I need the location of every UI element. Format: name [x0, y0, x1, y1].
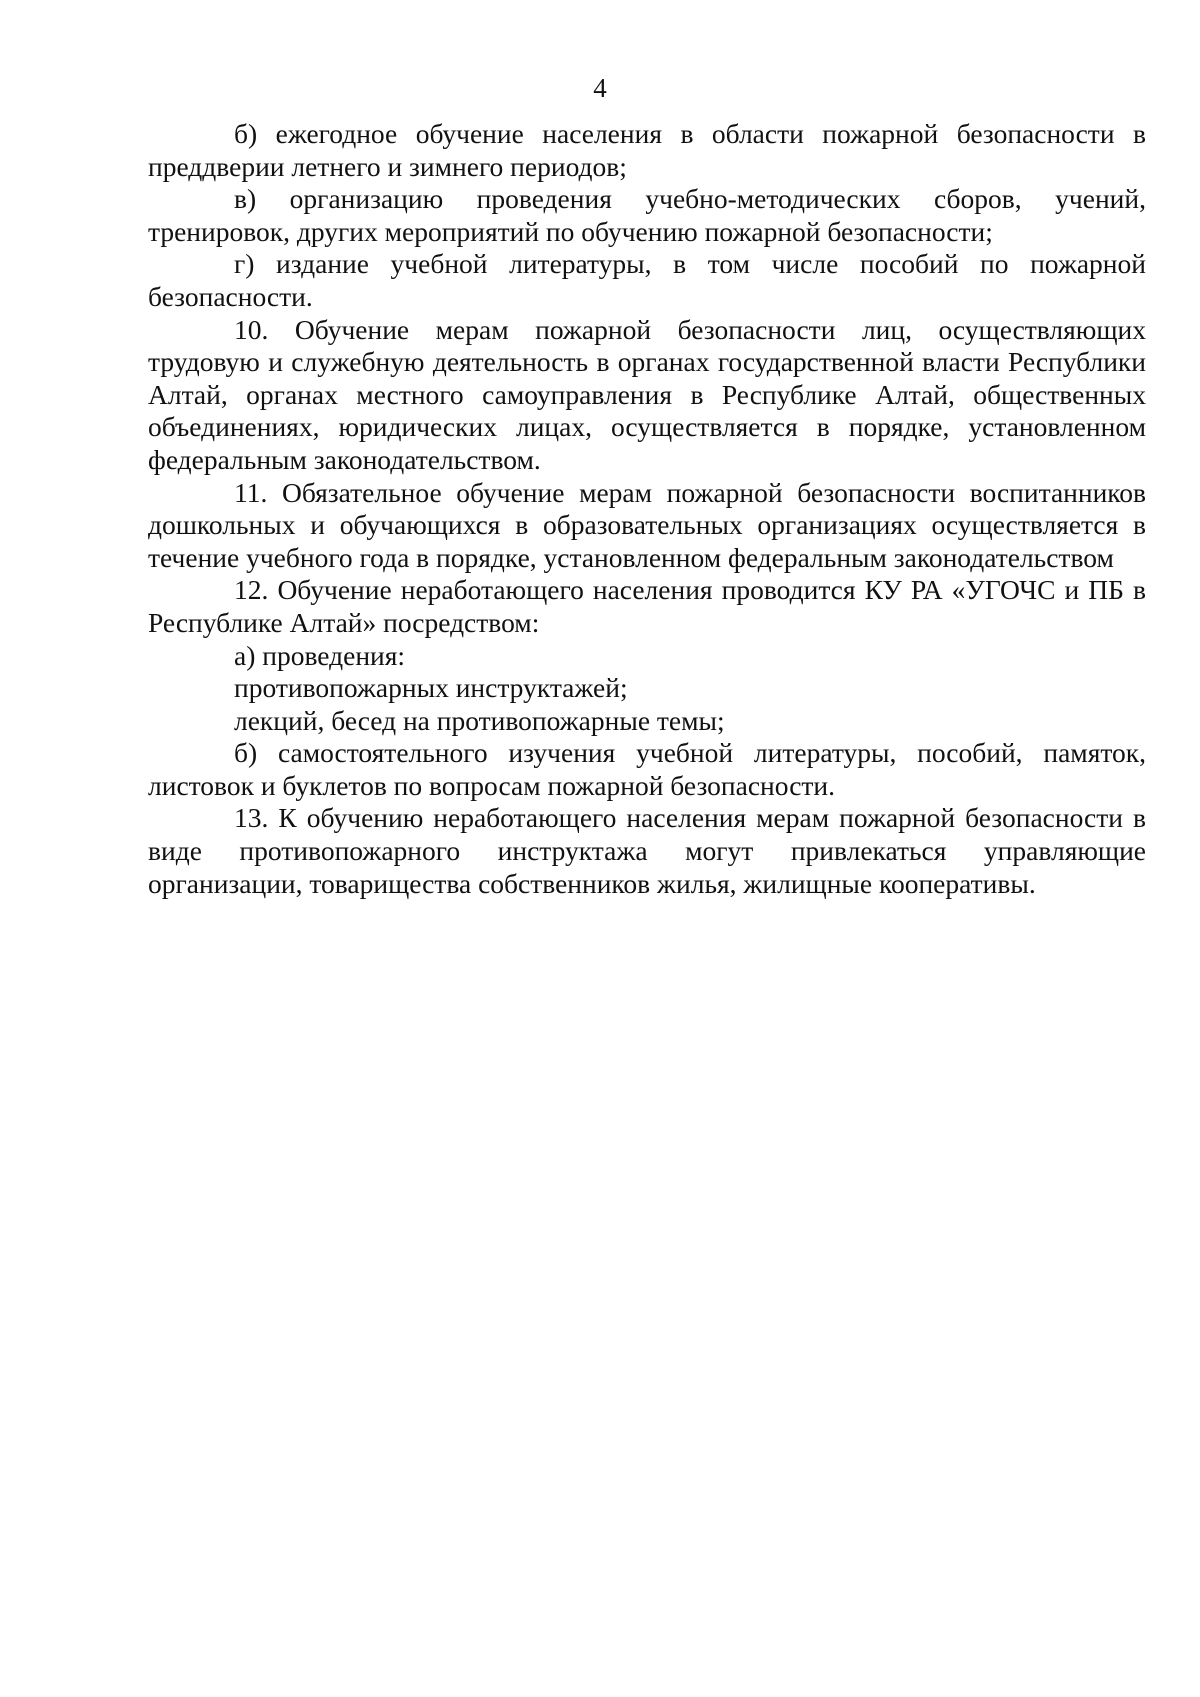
paragraph-12-a-item-2: лекций, бесед на противопожарные темы; — [234, 704, 725, 736]
paragraph-10: 10. Обучение мерам пожарной безопасности лиц, осуществляющих трудовую и служебную деятельность в органах государственной власти Республики Алтай, органах местного самоуправления в Республике Алтай, общественных объединениях, юридических лицах, осуществляется в порядке, установленном федеральным законодательством. — [148, 313, 1146, 475]
page-number: 4 — [593, 73, 607, 103]
paragraph-13: 13. К обучению неработающего населения мерам пожарной безопасности в виде противопожарного инструктажа могут привлекаться управляющие организации, товарищества собственников жилья, жилищные кооперативы. — [148, 802, 1146, 899]
paragraph-12-a-item-1: противопожарных инструктажей; — [234, 672, 628, 704]
document-body — [148, 118, 1146, 900]
paragraph-12: 12. Обучение неработающего населения проводится КУ РА «УГОЧС и ПБ в Республике Алтай» посредством: — [148, 574, 1146, 638]
paragraph-v-organization: в) организацию проведения учебно-методических сборов, учений, тренировок, других мероприятий по обучению пожарной безопасности; — [148, 183, 1146, 247]
paragraph-12-a: а) проведения: — [234, 639, 406, 671]
paragraph-g-publication: г) издание учебной литературы, в том числе пособий по пожарной безопасности. — [148, 248, 1146, 312]
paragraph-b-annual-training: б) ежегодное обучение населения в области пожарной безопасности в преддверии летнего и зимнего периодов; — [148, 118, 1146, 182]
paragraph-12-b: б) самостоятельного изучения учебной литературы, пособий, памяток, листовок и буклетов по вопросам пожарной безопасности. — [148, 737, 1146, 801]
paragraph-11: 11. Обязательное обучение мерам пожарной безопасности воспитанников дошкольных и обучающихся в образовательных организациях осуществляется в течение учебного года в порядке, установленном федеральным законодательством — [148, 476, 1146, 573]
